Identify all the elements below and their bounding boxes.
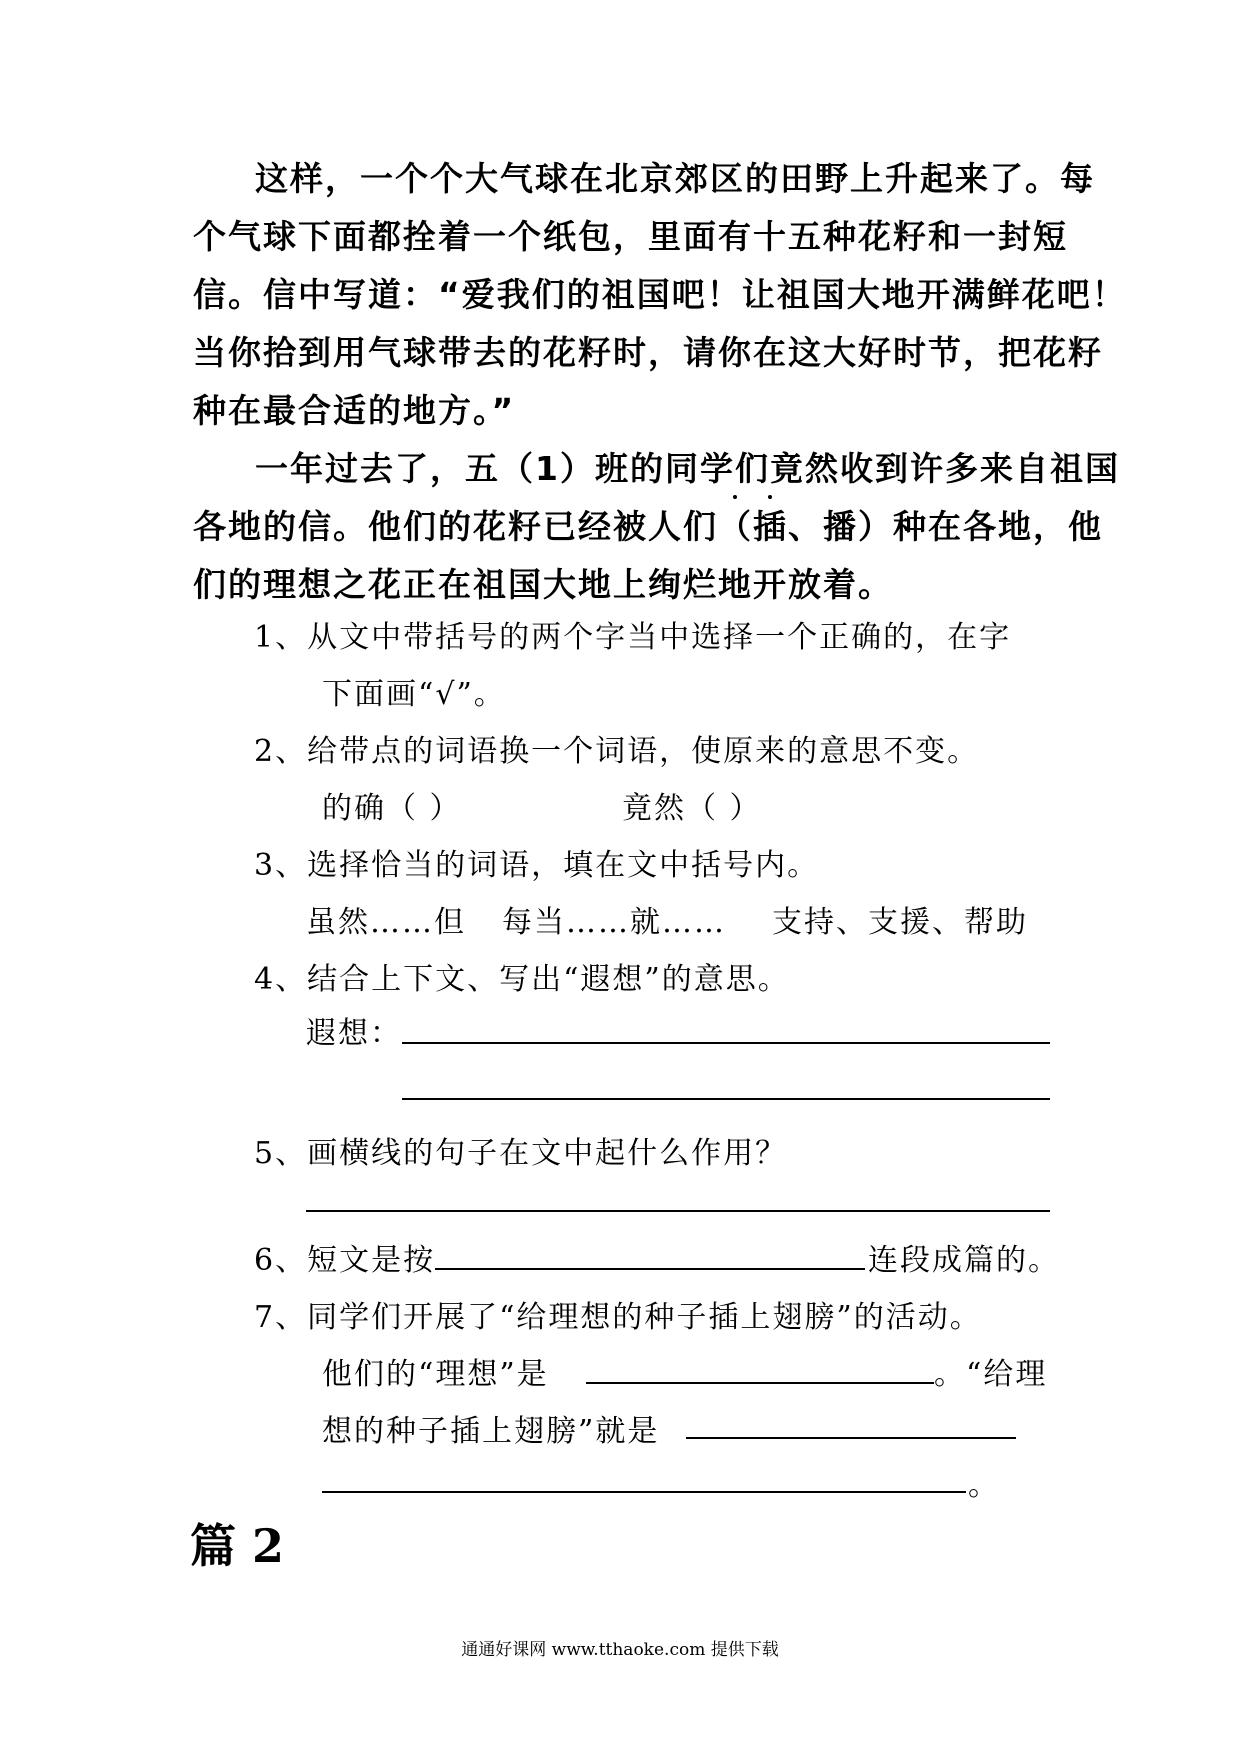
question-7-end: 。 <box>968 1468 1000 1503</box>
passage-line: 个气球下面都拴着一个纸包，里面有十五种花籽和一封短 <box>193 217 1068 256</box>
question-3: 3、选择恰当的词语，填在文中括号内。 <box>254 848 820 883</box>
question-7-line-b: 想的种子插上翅膀”就是 <box>322 1414 660 1449</box>
question-7-line-a: 他们的“理想”是 <box>322 1357 549 1392</box>
question-4: 4、结合上下文、写出“遐想”的意思。 <box>254 962 790 997</box>
answer-line[interactable] <box>322 1491 966 1493</box>
passage-line: 一年过去了，五（1）班的同学们竟然收到许多来自祖国 <box>255 449 1120 488</box>
question-1: 1、从文中带括号的两个字当中选择一个正确的，在字 <box>254 620 1012 655</box>
answer-line[interactable] <box>306 1210 1050 1212</box>
answer-line[interactable] <box>435 1268 865 1270</box>
passage-line: 种在最合适的地方。” <box>193 391 516 430</box>
question-6-suffix: 连段成篇的。 <box>868 1243 1060 1278</box>
section-title: 篇 2 <box>190 1519 285 1573</box>
question-4-label: 遐想： <box>306 1016 402 1051</box>
passage-line: 们的理想之花正在祖国大地上绚烂地开放着。 <box>193 565 893 604</box>
passage-line: 当你拾到用气球带去的花籽时，请你在这大好时节，把花籽 <box>193 333 1103 372</box>
answer-line[interactable] <box>586 1382 934 1384</box>
footer-credit: 通通好课网 www.tthaoke.com 提供下载 <box>461 1640 779 1660</box>
question-3-option-1: 虽然……但 <box>306 905 466 940</box>
question-2: 2、给带点的词语换一个词语，使原来的意思不变。 <box>254 734 980 769</box>
passage-line: 信。信中写道：“爱我们的祖国吧！让祖国大地开满鲜花吧！ <box>193 275 1127 314</box>
question-7-line-a-end: 。“给理 <box>934 1357 1048 1392</box>
question-7: 7、同学们开展了“给理想的种子插上翅膀”的活动。 <box>254 1300 982 1335</box>
question-1-continued: 下面画“√”。 <box>322 677 506 712</box>
question-5: 5、画横线的句子在文中起什么作用？ <box>254 1136 788 1171</box>
question-2-item-a: 的确（ ） <box>322 791 462 826</box>
question-3-option-3: 支持、支援、帮助 <box>772 905 1028 940</box>
answer-line[interactable] <box>402 1098 1050 1100</box>
passage-line: 各地的信。他们的花籽已经被人们（插、播）种在各地，他 <box>193 507 1103 546</box>
question-3-option-2: 每当……就…… <box>502 905 726 940</box>
answer-line[interactable] <box>402 1042 1050 1044</box>
answer-line[interactable] <box>686 1437 1016 1439</box>
question-6-prefix: 6、短文是按 <box>254 1243 436 1278</box>
question-2-item-b: 竟然（ ） <box>622 791 762 826</box>
passage-line: 这样，一个个大气球在北京郊区的田野上升起来了。每 <box>255 159 1095 198</box>
